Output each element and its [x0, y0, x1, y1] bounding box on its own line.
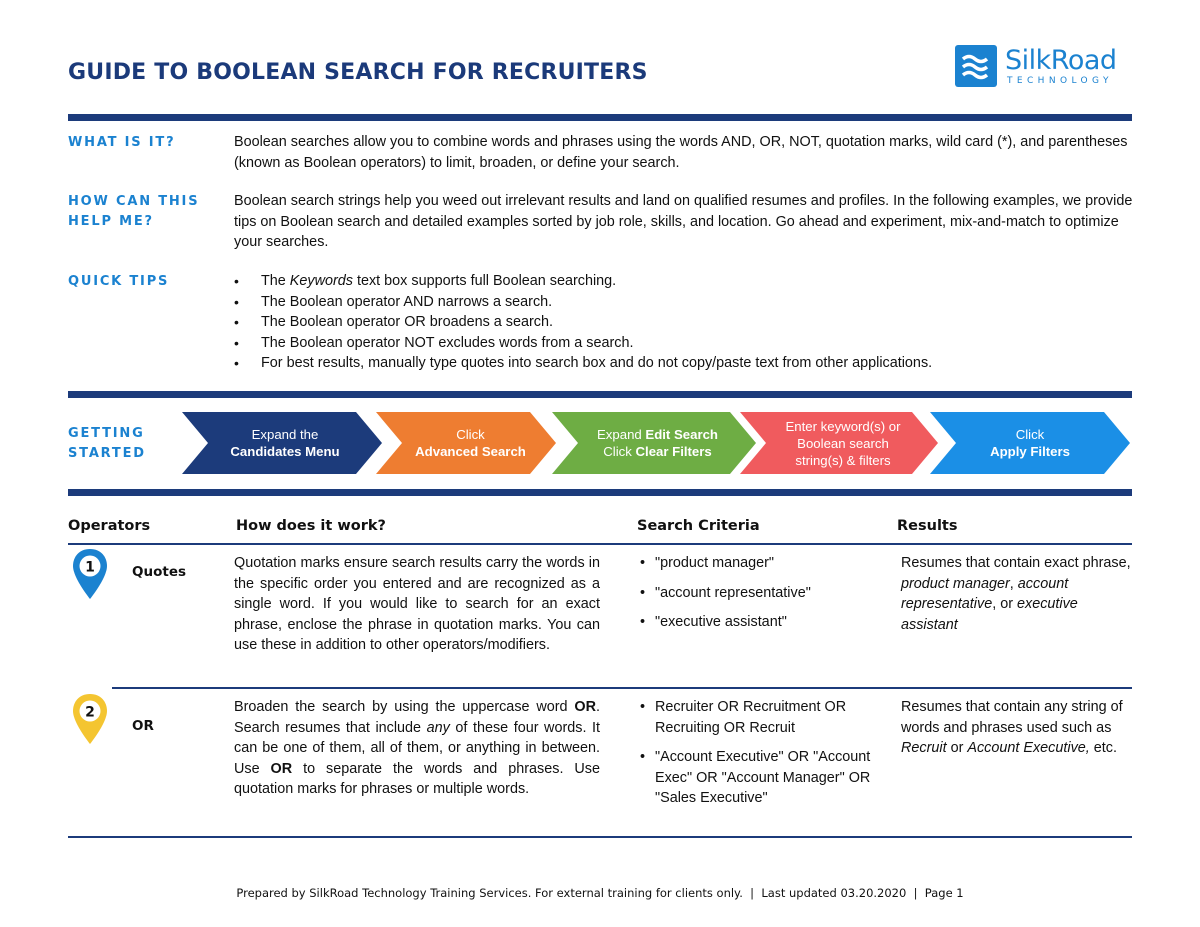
- step-expand-candidates: Expand the Candidates Menu: [230, 427, 340, 459]
- what-is-it-label: WHAT IS IT?: [68, 135, 176, 150]
- how-label-line2: HELP ME?: [68, 214, 154, 229]
- criteria-item: • "Account Executive" OR "Account Exec" OR "Account Manager" OR "Sales Executive": [640, 747, 880, 809]
- or-how-text: Broaden the search by using the uppercase word OR. Search resumes that include any of these four words. It can be one of them, all of them, or anything in between. Use OR to separate the words and phrases. Use quotation marks for phrases or multiple words.: [234, 699, 600, 798]
- getting-label-line1: GETTING: [68, 426, 145, 441]
- col-header-how: How does it work?: [236, 518, 386, 534]
- row-divider: [112, 687, 1132, 689]
- page-title: GUIDE TO BOOLEAN SEARCH FOR RECRUITERS: [68, 60, 648, 85]
- top-divider: [68, 114, 1132, 121]
- quotes-results: Resumes that contain exact phrase, product manager, account representative, or executive assistant: [901, 555, 1131, 633]
- operator-or: OR: [132, 718, 154, 734]
- pin-1-icon: [70, 547, 110, 603]
- how-label-line1: HOW CAN THIS: [68, 194, 200, 209]
- quick-tips-list: [234, 271, 932, 374]
- or-criteria: [640, 697, 880, 809]
- logo-subtitle: TECHNOLOGY: [1007, 76, 1113, 86]
- svg-text:2: 2: [85, 704, 95, 721]
- getting-started-label: [68, 424, 146, 464]
- tip-item: • The Boolean operator AND narrows a search.: [234, 292, 932, 313]
- page-footer: Prepared by SilkRoad Technology Training Services. For external training for clients only. | Last updated 03.20.2020 | Page 1: [236, 886, 964, 900]
- col-header-criteria: Search Criteria: [637, 518, 760, 534]
- step-enter-keywords: Enter keyword(s) or Boolean search string(s) & filters: [785, 418, 901, 468]
- tip-item: • The Boolean operator NOT excludes words from a search.: [234, 333, 932, 354]
- silkroad-logo: [955, 45, 1125, 93]
- how-can-this-help-text: Boolean search strings help you weed out irrelevant results and land on qualified resumes and profiles. In the following examples, we provide tips on Boolean search and detailed examples sorted by job role, skills, and location. Go ahead and experiment, mix-and-match to optimize your searches.: [234, 193, 1133, 250]
- or-results: Resumes that contain any string of words and phrases used such as Recruit or Account Executive, etc.: [901, 699, 1123, 757]
- col-header-results: Results: [897, 518, 958, 534]
- table-header-line: [68, 543, 1132, 545]
- pin-2-icon: [70, 692, 110, 748]
- logo-mark-icon: [955, 45, 997, 87]
- quotes-how-text: Quotation marks ensure search results carry the words in the specific order you entered and are recognized as a single word. If you would like to search for an exact phrase, enclose the phrase in quotation marks. You can use these in addition to other operators/modifiers.: [234, 555, 600, 654]
- quotes-criteria: [640, 553, 880, 633]
- criteria-item: • "executive assistant": [640, 612, 880, 633]
- step-apply-filters: Click Apply Filters: [990, 427, 1070, 459]
- svg-text:1: 1: [85, 559, 95, 576]
- criteria-item: • "product manager": [640, 553, 880, 574]
- criteria-item: • "account representative": [640, 583, 880, 604]
- how-can-this-help-label: [68, 192, 199, 232]
- col-header-operators: Operators: [68, 518, 151, 534]
- getting-started-bottom-divider: [68, 489, 1132, 496]
- criteria-item: • Recruiter OR Recruitment OR Recruiting OR Recruit: [640, 697, 880, 738]
- what-is-it-text: Boolean searches allow you to combine words and phrases using the words AND, OR, NOT, quotation marks, wild card (*), and parentheses (known as Boolean operators) to limit, broaden, or define your search.: [234, 134, 1128, 171]
- tip-item: • The Keywords text box supports full Boolean searching.: [234, 271, 932, 292]
- table-row-or: [70, 692, 110, 753]
- table-row-quotes: [70, 547, 110, 608]
- step-edit-search: Expand Edit Search Click Clear Filters: [597, 427, 718, 459]
- quick-tips-label: QUICK TIPS: [68, 274, 170, 289]
- tip-item: • The Boolean operator OR broadens a search.: [234, 312, 932, 333]
- tip-item: • For best results, manually type quotes into search box and do not copy/paste text from other applications.: [234, 353, 932, 374]
- logo-name: SilkRoad: [1005, 45, 1117, 76]
- step-advanced-search: Click Advanced Search: [415, 427, 526, 459]
- getting-started-top-divider: [68, 391, 1132, 398]
- table-bottom-line: [68, 836, 1132, 838]
- getting-label-line2: STARTED: [68, 446, 146, 461]
- operator-quotes: Quotes: [132, 564, 187, 580]
